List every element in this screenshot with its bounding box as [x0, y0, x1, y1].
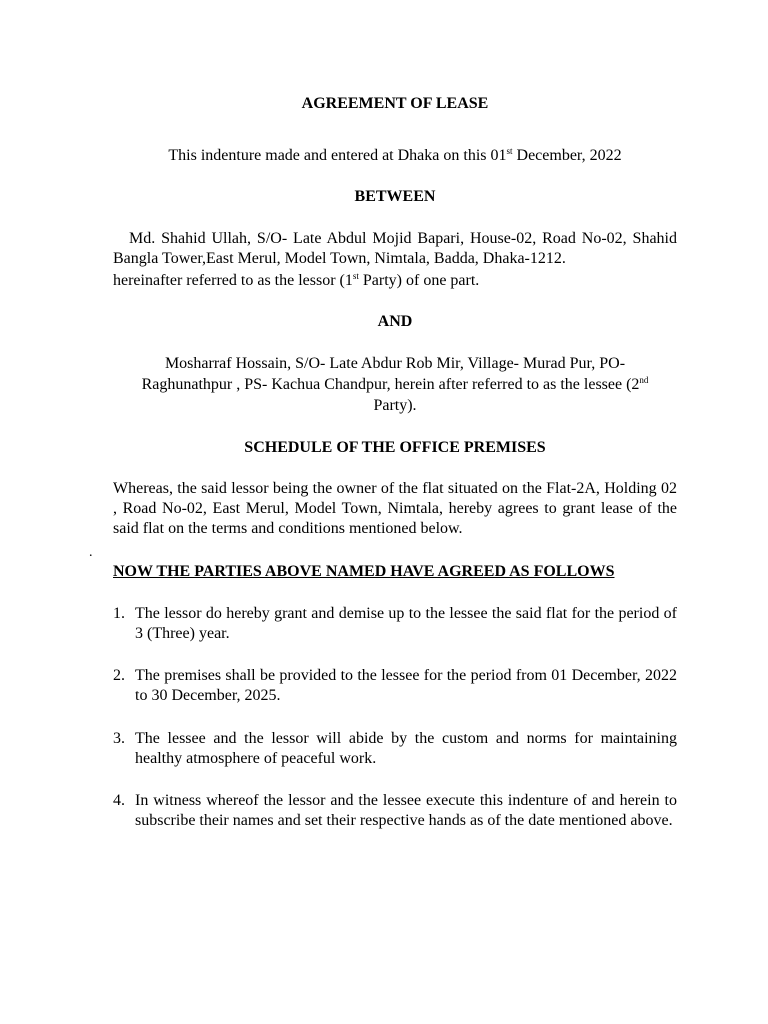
whereas-paragraph: Whereas, the said lessor being the owner of the flat situated on the Flat-2A, Holding 02 , Road No-02, East Merul, Model Town, Nimtala, hereby agrees to grant lease of the said flat on the terms and conditions mentioned below.	[113, 480, 677, 537]
indenture-superscript: st	[506, 146, 513, 156]
clause-item	[113, 604, 677, 644]
lessor-tail-before: hereinafter referred to as the lessor (1	[113, 272, 353, 289]
indenture-text-before: This indenture made and entered at Dhaka on this 01	[168, 147, 507, 164]
clause-item	[113, 791, 677, 831]
schedule-heading: SCHEDULE OF THE OFFICE PREMISES	[244, 439, 546, 456]
clause-item	[113, 729, 677, 769]
indenture-text-after: December, 2022	[512, 147, 622, 164]
indenture-line	[113, 146, 677, 166]
document-title: AGREEMENT OF LEASE	[301, 95, 489, 112]
lessor-paragraph: Md. Shahid Ullah, S/O- Late Abdul Mojid Bapari, House-02, Road No-02, Shahid Bangla Tower,East Merul, Model Town, Nimtala, Badda, Dhaka-1212.	[113, 230, 677, 267]
clause-item	[113, 666, 677, 706]
clause-number: 4.	[113, 792, 125, 809]
lessee-line-3: Party).	[373, 397, 417, 414]
clause-text: The lessor do hereby grant and demise up to the lessee the said flat for the period of 3 (Three) year.	[135, 605, 677, 642]
clause-text: The premises shall be provided to the lessee for the period from 01 December, 2022 to 30 December, 2025.	[135, 667, 677, 704]
lessee-line-2	[113, 375, 677, 395]
stray-mark: .	[89, 545, 93, 560]
clause-text: The lessee and the lessor will abide by the custom and norms for maintaining healthy atmosphere of peaceful work.	[135, 730, 677, 767]
lessee-line-2-text: Raghunathpur , PS- Kachua Chandpur, herein after referred to as the lessee (2	[141, 376, 640, 393]
lessor-tail-line	[113, 271, 677, 291]
lessor-tail-after: Party) of one part.	[358, 272, 480, 289]
clause-text: In witness whereof the lessor and the lessee execute this indenture of and herein to subscribe their names and set their respective hands as of the date mentioned above.	[135, 792, 677, 829]
agreed-heading: NOW THE PARTIES ABOVE NAMED HAVE AGREED AS FOLLOWS	[113, 563, 615, 580]
clause-number: 1.	[113, 605, 125, 622]
clause-number: 2.	[113, 667, 125, 684]
and-heading: AND	[377, 313, 413, 330]
between-heading: BETWEEN	[354, 188, 436, 205]
lessor-tail-superscript: st	[352, 271, 359, 281]
lessee-line-1: Mosharraf Hossain, S/O- Late Abdur Rob Mir, Village- Murad Pur, PO-	[164, 355, 626, 372]
lessee-superscript: nd	[639, 375, 649, 385]
clause-number: 3.	[113, 730, 125, 747]
